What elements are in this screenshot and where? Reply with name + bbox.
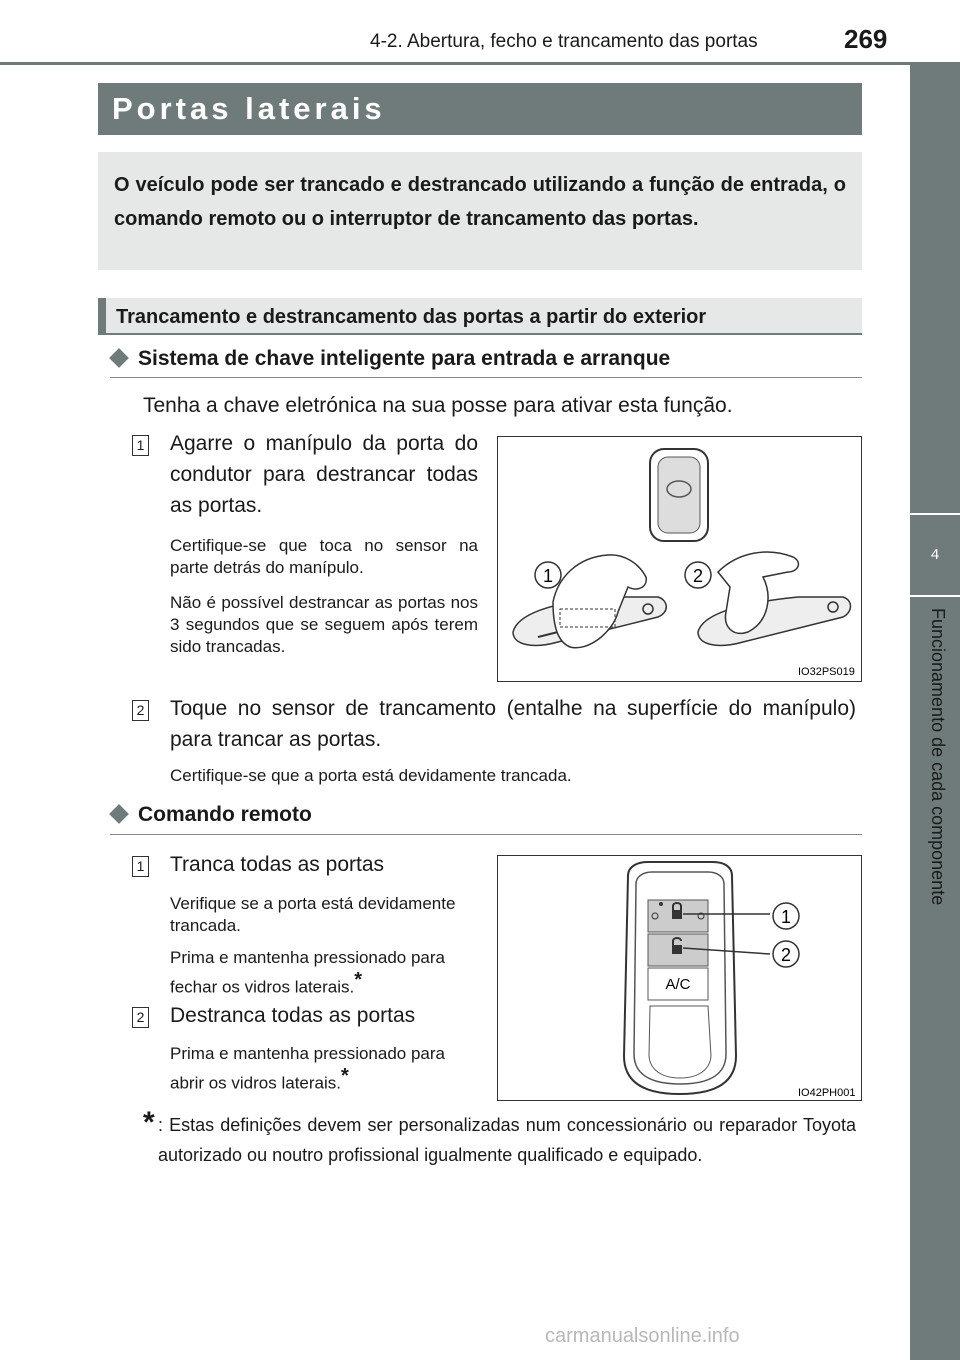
step-number-1: 1	[132, 435, 149, 456]
remote-key-figure	[497, 855, 862, 1101]
smart-key-item1-note1: Certifique-se que toca no sensor na parte detrás do manípulo.	[170, 536, 478, 577]
remote-item1-text: Tranca todas as portas	[170, 853, 384, 876]
door-handle-figure	[497, 436, 862, 682]
section-accent	[98, 298, 106, 335]
figure2-callout-2: 2	[780, 945, 792, 965]
side-tab-top	[910, 65, 960, 513]
remote-rule	[110, 834, 862, 835]
intro-box	[98, 152, 862, 270]
remote-heading	[106, 803, 312, 827]
figure1-callout-2: 2	[692, 566, 704, 586]
smart-key-heading	[106, 347, 670, 371]
smart-key-rule	[110, 377, 862, 378]
section-heading: Trancamento e destrancamento das portas a partir do exterior	[116, 306, 707, 328]
smart-key-item2-text: Toque no sensor de trancamento (entalhe na superfície do manípulo) para trancar as portas.	[170, 697, 856, 751]
intro-text: O veículo pode ser trancado e destrancado utilizando a função de entrada, o comando remoto ou o interruptor de trancamento das portas.	[114, 174, 846, 230]
remote-key-illustration	[498, 856, 861, 1100]
remote-item2-note: Prima e mantenha pressionado para abrir os vidros laterais.*	[170, 1044, 445, 1093]
remote-step-number-1: 1	[132, 856, 149, 877]
door-handle-illustration	[498, 437, 861, 681]
diamond-bullet-icon	[109, 805, 129, 825]
side-tab-label: Funcionamento de cada componente	[928, 608, 948, 906]
section-heading-bar	[98, 298, 862, 335]
remote-step-number-2: 2	[132, 1007, 149, 1028]
page-number: 269	[844, 24, 888, 54]
figure1-callout-1: 1	[542, 566, 554, 586]
remote-item1-note1: Verifique se a porta está devidamente trancada.	[170, 894, 456, 935]
remote-item1-note2: Prima e mantenha pressionado para fechar os vidros laterais.*	[170, 948, 445, 997]
figure1-code: IO32PS019	[798, 666, 855, 678]
figure2-code: IO42PH001	[798, 1087, 856, 1099]
page-title-bar	[98, 83, 862, 135]
chapter-heading: 4-2. Abertura, fecho e trancamento das portas	[370, 31, 758, 52]
smart-key-item2-note: Certifique-se que a porta está devidamente trancada.	[170, 766, 572, 785]
remote-heading-text: Comando remoto	[138, 803, 312, 826]
footnote-text: : Estas definições devem ser personalizadas num concessionário ou reparador Toyota autorizado ou noutro profissional igualmente qualificado e equipado.	[158, 1115, 856, 1165]
watermark: carmanualsonline.info	[545, 1325, 740, 1347]
footnote-mark: *	[143, 1106, 155, 1139]
figure2-callout-1: 1	[780, 907, 792, 927]
page-title: Portas laterais	[112, 91, 386, 126]
remote-item2-text: Destranca todas as portas	[170, 1004, 416, 1027]
diamond-bullet-icon	[109, 349, 129, 369]
ac-button-label: A/C	[665, 976, 691, 993]
step-number-2: 2	[132, 700, 149, 721]
smart-key-lead: Tenha a chave eletrónica na sua posse para ativar esta função.	[143, 394, 733, 417]
header-rule	[0, 62, 960, 65]
smart-key-item1-note2: Não é possível destrancar as portas nos 3 segundos que se seguem após terem sido trancadas.	[170, 593, 478, 656]
smart-key-item1-text: Agarre o manípulo da porta do condutor para destrancar todas as portas.	[170, 432, 478, 517]
smart-key-heading-text: Sistema de chave inteligente para entrada e arranque	[138, 347, 671, 370]
side-tab-chapter-number: 4	[910, 515, 960, 595]
